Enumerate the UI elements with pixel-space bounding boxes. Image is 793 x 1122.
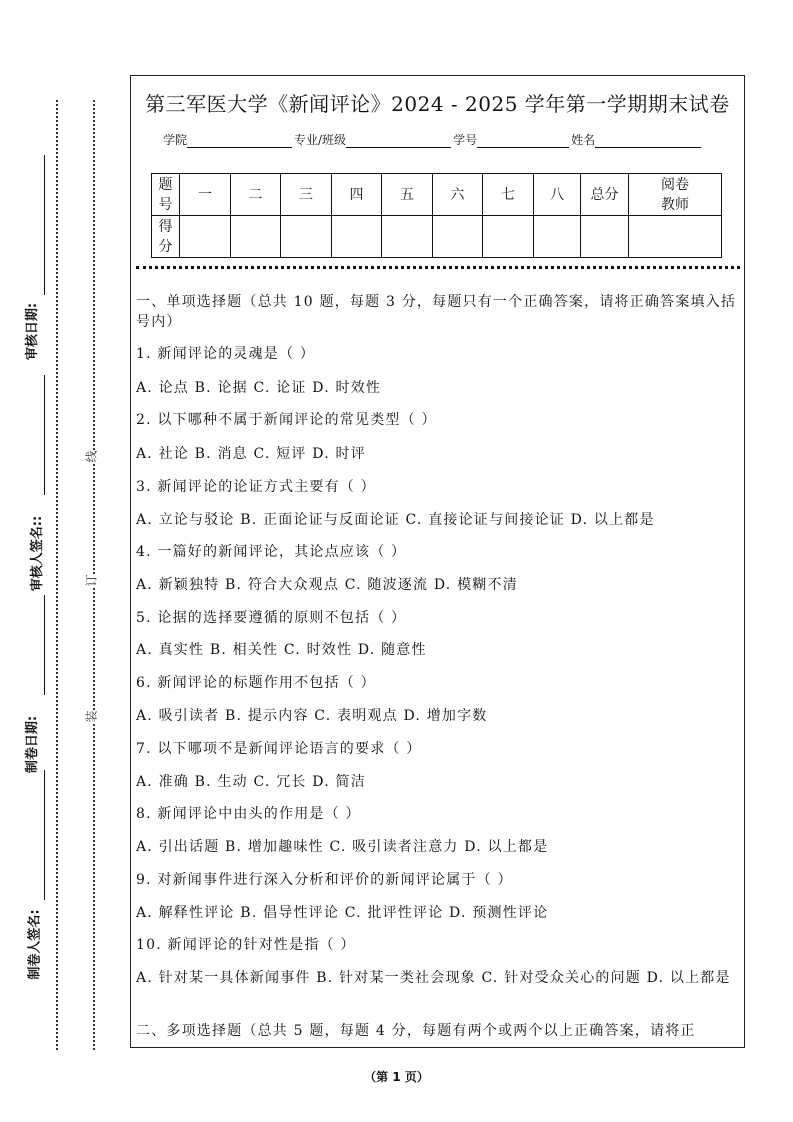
- question-text: 7. 以下哪项不是新闻评论语言的要求（ ）: [136, 741, 422, 757]
- reviewer-sign-label: 审核人签名::: [30, 515, 46, 592]
- score-cell: [332, 216, 382, 258]
- table-row: [152, 216, 722, 258]
- col-header: 五: [382, 174, 433, 216]
- col-header: 总分: [581, 174, 629, 216]
- name-label: 姓名: [571, 133, 596, 147]
- row-label: 题号: [152, 174, 180, 216]
- score-cell: [180, 216, 231, 258]
- answer-options: A. 论点 B. 论据 C. 论证 D. 时效性: [136, 380, 382, 396]
- id-field[interactable]: [477, 133, 569, 148]
- college-field[interactable]: [187, 133, 292, 148]
- separator: [136, 266, 740, 269]
- question-text: 3. 新闻评论的论证方式主要有（ ）: [136, 479, 376, 495]
- id-label: 学号: [453, 133, 478, 147]
- score-cell: [581, 216, 629, 258]
- col-header: 一: [180, 174, 231, 216]
- question-text: 4. 一篇好的新闻评论，其论点应该（ ）: [136, 544, 407, 560]
- col-header: 六: [433, 174, 483, 216]
- score-cell: [382, 216, 433, 258]
- score-cell: [231, 216, 281, 258]
- exam-title: 第三军医大学《新闻评论》2024 - 2025 学年第一学期期末试卷: [145, 92, 730, 116]
- major-field[interactable]: [346, 133, 451, 148]
- score-cell: [483, 216, 534, 258]
- name-field[interactable]: [595, 133, 701, 148]
- col-header: 八: [534, 174, 581, 216]
- answer-options: A. 立论与驳论 B. 正面论证与反面论证 C. 直接论证与间接论证 D. 以上都是: [136, 512, 655, 528]
- col-header: 二: [231, 174, 281, 216]
- binding-xian: 线: [84, 450, 99, 463]
- make-date-label: 制卷日期:: [25, 715, 41, 774]
- col-header: 阅卷教师: [629, 174, 722, 216]
- question-text: 10. 新闻评论的针对性是指（ ）: [136, 937, 356, 953]
- table-row: [152, 174, 722, 216]
- answer-options: A. 社论 B. 消息 C. 短评 D. 时评: [136, 446, 366, 462]
- answer-options: A. 针对某一具体新闻事件 B. 针对某一类社会现象 C. 针对受众关心的问题 D. 以上都是: [136, 970, 731, 986]
- review-date-label: 审核日期:: [25, 302, 41, 361]
- score-cell: [629, 216, 722, 258]
- question-text: 6. 新闻评论的标题作用不包括（ ）: [136, 675, 376, 691]
- answer-options: A. 引出话题 B. 增加趣味性 C. 吸引读者注意力 D. 以上都是: [136, 839, 549, 855]
- maker-sign-label: 制卷人签名:: [27, 909, 43, 980]
- score-table: [151, 173, 722, 258]
- row-label: 得分: [152, 216, 180, 258]
- dotted-line-outer: [56, 100, 58, 1050]
- answer-options: A. 吸引读者 B. 提示内容 C. 表明观点 D. 增加字数: [136, 708, 488, 724]
- maker-sign-underline: [44, 770, 45, 900]
- col-header: 四: [332, 174, 382, 216]
- col-header: 七: [483, 174, 534, 216]
- binding-ding: 订: [84, 574, 99, 587]
- answer-options: A. 准确 B. 生动 C. 冗长 D. 简洁: [136, 774, 366, 790]
- score-cell: [433, 216, 483, 258]
- section-heading: 一、单项选择题（总共 10 题，每题 3 分，每题只有一个正确答案，请将正确答案填入括号内）: [136, 294, 737, 330]
- section-heading: 二、多项选择题（总共 5 题，每题 4 分，每题有两个或两个以上正确答案，请将正: [136, 1023, 696, 1039]
- score-cell: [534, 216, 581, 258]
- reviewer-sign-underline: [44, 375, 45, 495]
- question-text: 9. 对新闻事件进行深入分析和评价的新闻评论属于（ ）: [136, 872, 513, 888]
- answer-options: A. 真实性 B. 相关性 C. 时效性 D. 随意性: [136, 642, 427, 658]
- score-cell: [281, 216, 332, 258]
- review-date-underline: [44, 155, 45, 295]
- page-number: （第 1 页）: [364, 1070, 429, 1084]
- col-header: 三: [281, 174, 332, 216]
- answer-options: A. 新颖独特 B. 符合大众观点 C. 随波逐流 D. 模糊不清: [136, 577, 518, 593]
- binding-zhuang: 装: [84, 710, 99, 723]
- college-label: 学院: [163, 133, 188, 147]
- student-info: [163, 131, 703, 148]
- make-date-underline: [44, 595, 45, 695]
- question-text: 2. 以下哪种不属于新闻评论的常见类型（ ）: [136, 412, 437, 428]
- question-text: 8. 新闻评论中由头的作用是（ ）: [136, 806, 361, 822]
- question-text: 1. 新闻评论的灵魂是（ ）: [136, 346, 316, 362]
- answer-options: A. 解释性评论 B. 倡导性评论 C. 批评性评论 D. 预测性评论: [136, 905, 549, 921]
- question-text: 5. 论据的选择要遵循的原则不包括（ ）: [136, 610, 407, 626]
- major-label: 专业/班级: [294, 133, 347, 147]
